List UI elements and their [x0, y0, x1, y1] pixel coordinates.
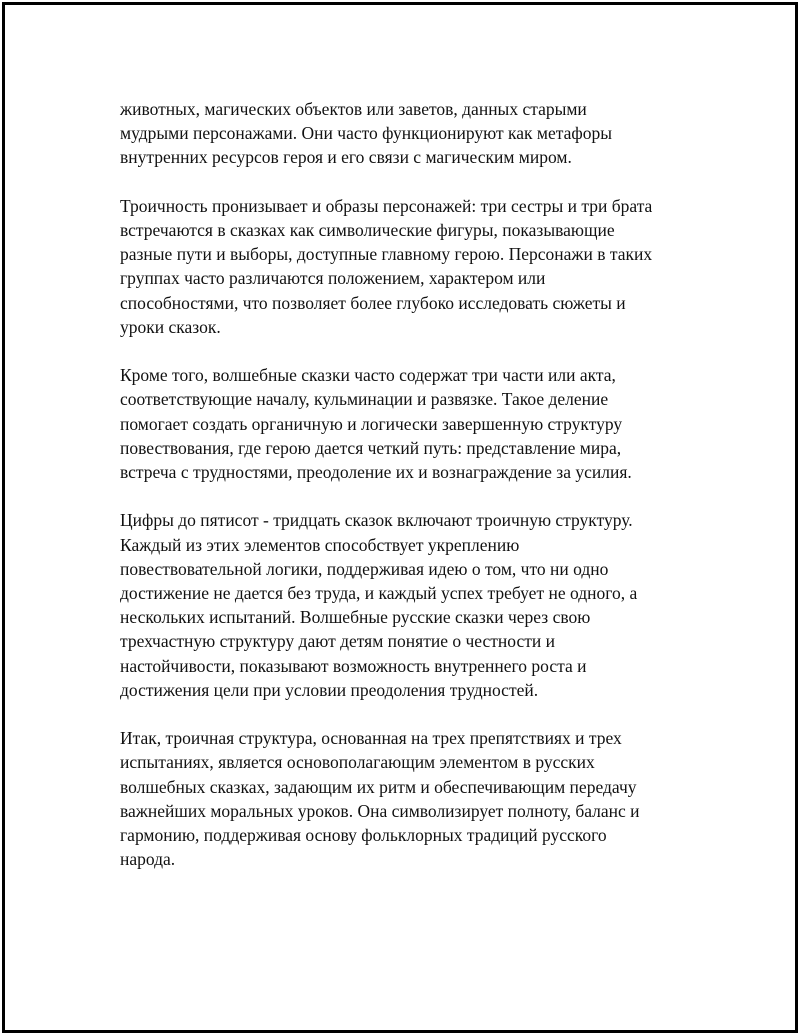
text-line: животных, магических объектов или заветов, данных старыми [120, 99, 587, 119]
text-line: нескольких испытаний. Волшебные русские сказки через свою [120, 607, 591, 628]
paragraph [120, 508, 700, 702]
paragraph [120, 97, 700, 170]
text-line: встречаются в сказках как символические фигуры, показывающие [120, 220, 615, 240]
text-line: способностями, что позволяет более глубоко исследовать сюжеты и [120, 292, 626, 313]
text-line: испытаниях, является основополагающим элементом в русских [120, 752, 595, 773]
text-line: соответствующие началу, кульминации и развязке. Такое деление [120, 389, 609, 410]
text-line: важнейших моральных уроков. Она символизирует полноту, баланс и [120, 800, 640, 821]
text-line: внутренних ресурсов героя и его связи с магическим миром. [120, 147, 572, 168]
text-line: волшебных сказках, задающим их ритм и обеспечивающим передачу [120, 776, 637, 797]
text-line: Троичность пронизывает и образы персонажей: три сестры и три брата [120, 195, 653, 216]
text-line: трехчастную структуру дают детям понятие о честности и [120, 631, 555, 652]
text-line: повествования, где герою дается четкий путь: представление мира, [120, 437, 622, 458]
text-line: помогает создать органичную и логически завершенную структуру [120, 413, 623, 434]
text-line: уроки сказок. [120, 316, 221, 337]
text-line: встреча с трудностями, преодоление их и вознаграждение за усилия. [120, 462, 632, 483]
text-line: гармонию, поддерживая основу фольклорных традиций русского [120, 825, 607, 846]
paragraph [120, 194, 700, 339]
text-line: повествовательной логики, поддерживая идею о том, что ни одно [120, 558, 609, 579]
document-body [120, 97, 700, 896]
text-line: мудрыми персонажами. Они часто функционируют как метафоры [120, 123, 612, 144]
text-line: достижение не дается без труда, и каждый успех требует не одного, а [120, 583, 638, 604]
paragraph [120, 363, 700, 484]
paragraph [120, 726, 700, 871]
text-line: настойчивости, показывают возможность внутреннего роста и [120, 655, 587, 676]
text-line: Кроме того, волшебные сказки часто содержат три части или акта, [120, 365, 616, 386]
text-line: разные пути и выборы, доступные главному герою. Персонажи в таких [120, 244, 653, 265]
text-line: Цифры до пятисот - тридцать сказок включают троичную структуру. [120, 510, 633, 531]
page-frame [2, 2, 798, 1033]
text-line: группах часто различаются положением, характером или [120, 268, 546, 289]
text-line: Итак, троичная структура, основанная на трех препятствиях и трех [120, 728, 622, 749]
text-line: Каждый из этих элементов способствует укреплению [120, 534, 520, 555]
text-line: достижения цели при условии преодоления трудностей. [120, 679, 539, 700]
text-line: народа. [120, 849, 176, 870]
